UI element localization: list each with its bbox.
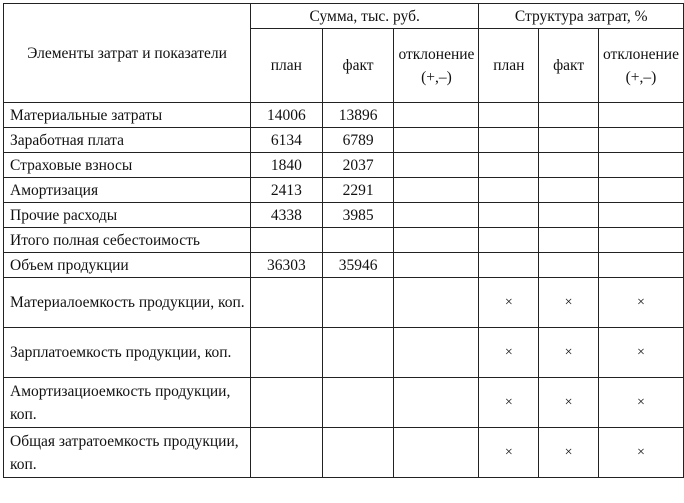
cell-structure-plan: × [479,428,539,478]
row-label: Общая затратоемкость продукции, коп. [4,428,251,478]
cell-structure-fact [539,203,599,228]
cell-sum-fact [322,228,394,253]
cell-sum-deviation [394,203,479,228]
cell-sum-deviation [394,428,479,478]
cell-structure-deviation [598,253,683,278]
cell-sum-deviation [394,153,479,178]
cost-structure-table [3,3,684,478]
header-structure-fact: факт [539,29,599,103]
row-label: Итого полная себестоимость [4,228,251,253]
cell-sum-deviation [394,378,479,428]
cell-structure-fact: × [539,428,599,478]
cell-structure-plan: × [479,328,539,378]
cell-structure-deviation [598,153,683,178]
header-sum-fact: факт [322,29,394,103]
table-row [4,203,684,228]
row-label: Заработная плата [4,128,251,153]
cell-sum-fact [322,328,394,378]
cell-sum-deviation [394,328,479,378]
cell-structure-plan [479,128,539,153]
header-row-1 [4,4,684,29]
header-elements: Элементы затрат и показатели [4,4,251,103]
cell-structure-fact [539,178,599,203]
cell-structure-fact [539,253,599,278]
cell-sum-deviation [394,178,479,203]
header-sum-deviation: отклонение (+,–) [394,29,479,103]
header-sum-group: Сумма, тыс. руб. [250,4,478,29]
cell-structure-deviation: × [598,278,683,328]
cell-sum-deviation [394,103,479,128]
cell-sum-fact: 35946 [322,253,394,278]
cell-sum-deviation [394,253,479,278]
row-label: Страховые взносы [4,153,251,178]
cell-sum-deviation [394,228,479,253]
cell-structure-fact [539,103,599,128]
table-row [4,278,684,328]
cell-sum-plan: 2413 [250,178,322,203]
cell-structure-fact: × [539,328,599,378]
cell-sum-fact [322,278,394,328]
cell-sum-deviation [394,278,479,328]
cell-structure-deviation [598,103,683,128]
cell-structure-deviation: × [598,328,683,378]
table-row [4,428,684,478]
cell-structure-fact: × [539,378,599,428]
table-row [4,178,684,203]
cell-structure-plan [479,228,539,253]
cell-sum-fact: 2037 [322,153,394,178]
cell-sum-plan: 36303 [250,253,322,278]
cell-sum-deviation [394,128,479,153]
cell-structure-plan [479,153,539,178]
table-row [4,228,684,253]
cell-structure-fact: × [539,278,599,328]
header-structure-deviation: отклонение (+,–) [598,29,683,103]
cell-sum-fact: 3985 [322,203,394,228]
cell-sum-fact: 2291 [322,178,394,203]
cell-structure-deviation: × [598,428,683,478]
table-row [4,253,684,278]
row-label: Зарплатоемкость продукции, коп. [4,328,251,378]
row-label: Объем продукции [4,253,251,278]
header-sum-plan: план [250,29,322,103]
cell-sum-plan [250,428,322,478]
cell-structure-plan: × [479,278,539,328]
cell-sum-plan: 6134 [250,128,322,153]
table-row [4,378,684,428]
table-row [4,103,684,128]
header-structure-plan: план [479,29,539,103]
cell-sum-fact: 6789 [322,128,394,153]
cell-sum-plan: 14006 [250,103,322,128]
cell-sum-fact [322,428,394,478]
cell-sum-fact: 13896 [322,103,394,128]
cell-sum-plan: 1840 [250,153,322,178]
cell-structure-plan [479,203,539,228]
cell-structure-deviation [598,228,683,253]
table-row [4,153,684,178]
cell-structure-plan: × [479,378,539,428]
cell-sum-plan [250,228,322,253]
cell-sum-plan: 4338 [250,203,322,228]
table-row [4,128,684,153]
row-label: Амортизациоемкость продукции, коп. [4,378,251,428]
row-label: Прочие расходы [4,203,251,228]
row-label: Материалоемкость продукции, коп. [4,278,251,328]
cell-structure-plan [479,178,539,203]
cell-structure-fact [539,153,599,178]
cell-sum-plan [250,378,322,428]
cell-structure-deviation [598,203,683,228]
cell-structure-deviation: × [598,378,683,428]
row-label: Материальные затраты [4,103,251,128]
cell-structure-fact [539,228,599,253]
cell-structure-fact [539,128,599,153]
cell-sum-plan [250,278,322,328]
row-label: Амортизация [4,178,251,203]
cell-structure-deviation [598,128,683,153]
cell-structure-plan [479,103,539,128]
cell-sum-fact [322,378,394,428]
cell-structure-deviation [598,178,683,203]
table-row [4,328,684,378]
cell-sum-plan [250,328,322,378]
cell-structure-plan [479,253,539,278]
header-structure-group: Структура затрат, % [479,4,684,29]
